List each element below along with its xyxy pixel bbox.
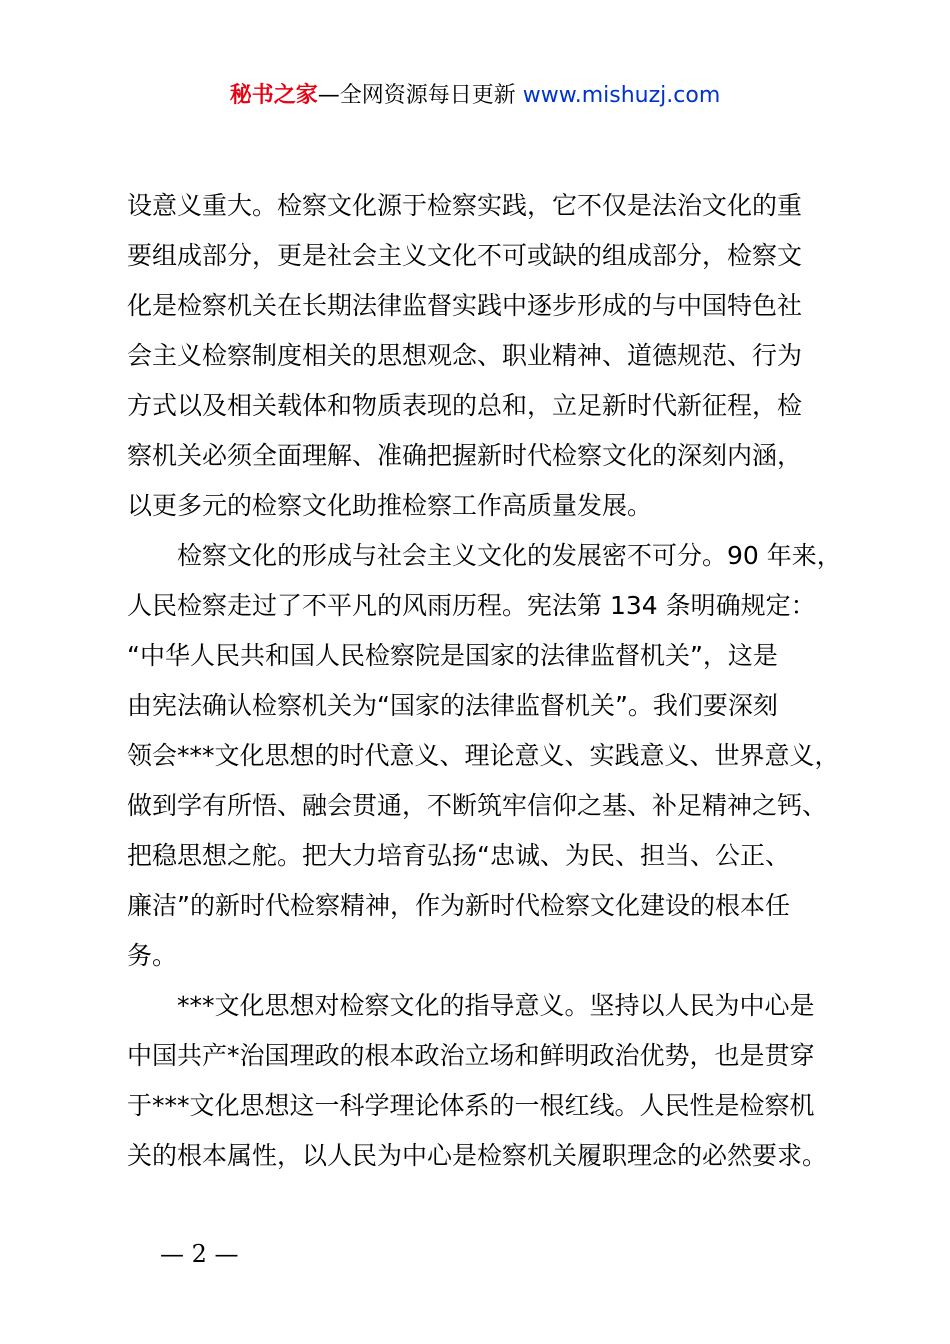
text-line: 于***文化思想这一科学理论体系的一根红线。人民性是检察机: [127, 1091, 815, 1120]
text-line: 领会***文化思想的时代意义、理论意义、实践意义、世界意义，: [127, 741, 840, 770]
text-line: 检察文化的形成与社会主义文化的发展密不可分。90 年来，: [127, 541, 842, 570]
text-line: 关的根本属性，以人民为中心是检察机关履职理念的必然要求。: [127, 1141, 828, 1170]
page-number: — 2 —: [160, 1240, 239, 1268]
text-line: “中华人民共和国人民检察院是国家的法律监督机关”，这是: [127, 641, 778, 670]
text-line: 务。: [127, 941, 178, 970]
header-slogan: —全网资源每日更新: [317, 83, 516, 108]
text-line: 方式以及相关载体和物质表现的总和，立足新时代新征程，检: [127, 391, 803, 420]
text-line: 做到学有所悟、融会贯通，不断筑牢信仰之基、补足精神之钙、: [127, 791, 828, 820]
text-line: 设意义重大。检察文化源于检察实践，它不仅是法治文化的重: [127, 191, 803, 220]
text-line: 会主义检察制度相关的思想观念、职业精神、道德规范、行为: [127, 341, 803, 370]
text-line: 要组成部分，更是社会主义文化不可或缺的组成部分，检察文: [127, 241, 803, 270]
text-line: 由宪法确认检察机关为“国家的法律监督机关”。我们要深刻: [127, 691, 778, 720]
text-line: 人民检察走过了不平凡的风雨历程。宪法第 134 条明确规定：: [127, 591, 816, 620]
text-line: 察机关必须全面理解、准确把握新时代检察文化的深刻内涵，: [127, 441, 803, 470]
page-header: [0, 80, 950, 112]
text-line: 以更多元的检察文化助推检察工作高质量发展。: [127, 491, 653, 520]
text-line: ***文化思想对检察文化的指导意义。坚持以人民为中心是: [127, 991, 815, 1020]
document-body: [127, 181, 867, 1181]
text-line: 把稳思想之舵。把大力培育弘扬“忠诚、为民、担当、公正、: [127, 841, 790, 870]
text-line: 化是检察机关在长期法律监督实践中逐步形成的与中国特色社: [127, 291, 803, 320]
text-line: 中国共产*治国理政的根本政治立场和鲜明政治优势，也是贯穿: [127, 1041, 815, 1070]
header-url-link[interactable]: www.mishuzj.com: [522, 83, 721, 108]
brand-name: 秘书之家: [229, 83, 318, 108]
text-line: 廉洁”的新时代检察精神，作为新时代检察文化建设的根本任: [127, 891, 790, 920]
